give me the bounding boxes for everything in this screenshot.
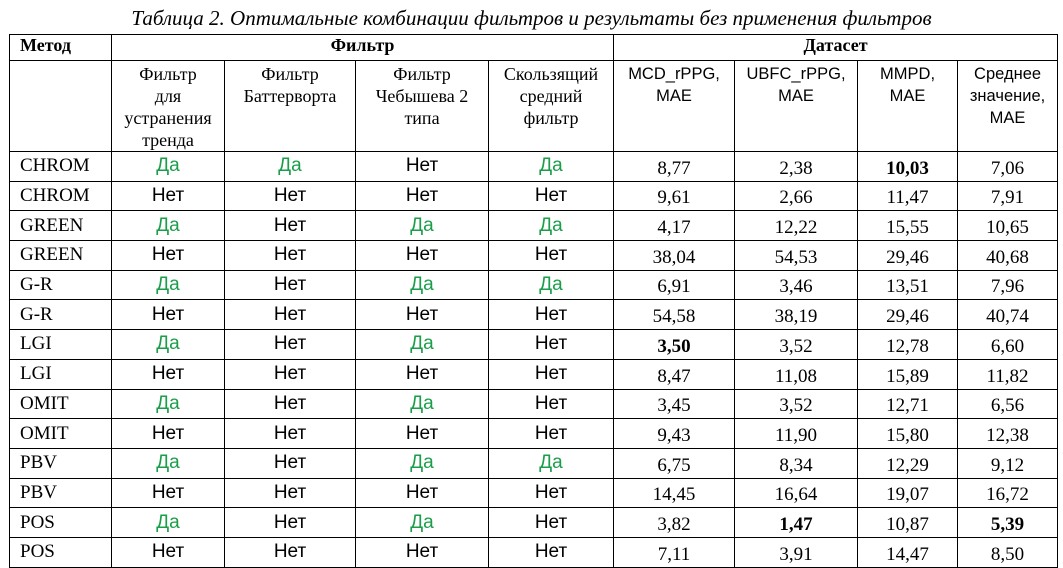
- butterworth-cell: Нет: [225, 270, 356, 300]
- detrend-cell: Да: [112, 152, 225, 182]
- chebyshev-cell: Да: [356, 211, 489, 241]
- subheader-line: Чебышева 2: [375, 86, 469, 106]
- table-caption: Таблица 2. Оптимальные комбинации фильтров и результаты без применения фильтров: [131, 6, 932, 30]
- mcd-rppg-mae-cell: 4,17: [614, 211, 735, 241]
- subheader-line: тренда: [142, 130, 194, 150]
- mcd-rppg-header: [614, 61, 735, 152]
- detrend-cell: Да: [112, 448, 225, 478]
- chebyshev-cell: Да: [356, 508, 489, 538]
- butterworth-cell: Нет: [225, 389, 356, 419]
- method-cell: CHROM: [10, 181, 112, 211]
- detrend-cell: Нет: [112, 300, 225, 330]
- average-mae-cell: 40,68: [958, 241, 1058, 271]
- chebyshev-cell: Да: [356, 448, 489, 478]
- moving-average-cell: Нет: [489, 241, 614, 271]
- detrend-cell: Да: [112, 211, 225, 241]
- detrend-filter-header: [112, 61, 225, 152]
- ubfc-rppg-mae-cell: 1,47: [735, 508, 858, 538]
- butterworth-cell: Нет: [225, 508, 356, 538]
- chebyshev-cell: Нет: [356, 419, 489, 449]
- average-mae-cell: 16,72: [958, 478, 1058, 508]
- butterworth-cell: Нет: [225, 478, 356, 508]
- subheader-line: MAE: [989, 109, 1026, 127]
- subheader-line: Среднее: [974, 65, 1042, 83]
- ubfc-rppg-mae-cell: 11,08: [735, 359, 858, 389]
- average-mae-cell: 7,91: [958, 181, 1058, 211]
- subheader-line: Скользящий: [503, 64, 599, 84]
- butterworth-cell: Нет: [225, 300, 356, 330]
- average-mae-cell: 40,74: [958, 300, 1058, 330]
- subheader-line: средний: [519, 86, 583, 106]
- table-row: [10, 211, 1058, 241]
- dataset-header: Датасет: [614, 35, 1058, 61]
- mmpd-mae-cell: 29,46: [858, 241, 958, 271]
- butterworth-cell: Нет: [225, 241, 356, 271]
- moving-average-cell: Нет: [489, 537, 614, 567]
- average-mae-cell: 12,38: [958, 419, 1058, 449]
- mcd-rppg-mae-cell: 7,11: [614, 537, 735, 567]
- mcd-rppg-mae-cell: 3,45: [614, 389, 735, 419]
- ubfc-rppg-mae-cell: 3,91: [735, 537, 858, 567]
- mcd-rppg-mae-cell: 9,61: [614, 181, 735, 211]
- filter-header: Фильтр: [112, 35, 614, 61]
- moving-average-cell: Нет: [489, 300, 614, 330]
- table-row: [10, 478, 1058, 508]
- method-cell: GREEN: [10, 211, 112, 241]
- detrend-cell: Да: [112, 508, 225, 538]
- average-mae-cell: 5,39: [958, 508, 1058, 538]
- average-mae-cell: 6,56: [958, 389, 1058, 419]
- mcd-rppg-mae-cell: 9,43: [614, 419, 735, 449]
- mmpd-mae-cell: 15,80: [858, 419, 958, 449]
- ubfc-rppg-mae-cell: 3,52: [735, 389, 858, 419]
- chebyshev-cell: Нет: [356, 537, 489, 567]
- method-cell: POS: [10, 508, 112, 538]
- table-body: [10, 152, 1058, 568]
- subheader-line: устранения: [124, 108, 212, 128]
- moving-average-cell: Да: [489, 152, 614, 182]
- average-mae-cell: 9,12: [958, 448, 1058, 478]
- average-mae-cell: 7,96: [958, 270, 1058, 300]
- mmpd-mae-cell: 19,07: [858, 478, 958, 508]
- average-header: [958, 61, 1058, 152]
- butterworth-cell: Нет: [225, 330, 356, 360]
- subheader-line: фильтр: [523, 108, 579, 128]
- subheader-line: Фильтр: [393, 64, 451, 84]
- mmpd-mae-cell: 15,55: [858, 211, 958, 241]
- moving-average-cell: Нет: [489, 508, 614, 538]
- method-cell: G-R: [10, 300, 112, 330]
- mmpd-mae-cell: 12,29: [858, 448, 958, 478]
- mcd-rppg-mae-cell: 8,47: [614, 359, 735, 389]
- mcd-rppg-mae-cell: 14,45: [614, 478, 735, 508]
- method-header: Метод: [10, 35, 112, 61]
- ubfc-rppg-mae-cell: 2,66: [735, 181, 858, 211]
- method-cell: GREEN: [10, 241, 112, 271]
- mmpd-header: [858, 61, 958, 152]
- ubfc-rppg-mae-cell: 2,38: [735, 152, 858, 182]
- ubfc-rppg-mae-cell: 54,53: [735, 241, 858, 271]
- detrend-cell: Да: [112, 270, 225, 300]
- butterworth-cell: Нет: [225, 537, 356, 567]
- chebyshev-cell: Да: [356, 389, 489, 419]
- ubfc-rppg-mae-cell: 3,52: [735, 330, 858, 360]
- subheader-line: MAE: [778, 87, 814, 105]
- subheader-line: MCD_rPPG,: [628, 65, 720, 83]
- mcd-rppg-mae-cell: 8,77: [614, 152, 735, 182]
- chebyshev-cell: Да: [356, 270, 489, 300]
- mmpd-mae-cell: 10,03: [858, 152, 958, 182]
- chebyshev-cell: Нет: [356, 300, 489, 330]
- butterworth-cell: Нет: [225, 419, 356, 449]
- table-row: [10, 359, 1058, 389]
- mcd-rppg-mae-cell: 54,58: [614, 300, 735, 330]
- mcd-rppg-mae-cell: 6,91: [614, 270, 735, 300]
- mcd-rppg-mae-cell: 3,50: [614, 330, 735, 360]
- ubfc-rppg-mae-cell: 12,22: [735, 211, 858, 241]
- subheader-line: Фильтр: [139, 64, 197, 84]
- butterworth-cell: Нет: [225, 211, 356, 241]
- moving-average-cell: Нет: [489, 419, 614, 449]
- butterworth-filter-header: [225, 61, 356, 152]
- method-cell: OMIT: [10, 419, 112, 449]
- chebyshev-cell: Нет: [356, 152, 489, 182]
- table-row: [10, 330, 1058, 360]
- detrend-cell: Нет: [112, 241, 225, 271]
- method-cell: POS: [10, 537, 112, 567]
- subheader-line: типа: [404, 108, 440, 128]
- subheader-line: Баттерворта: [243, 86, 337, 106]
- moving-average-cell: Нет: [489, 478, 614, 508]
- method-cell: OMIT: [10, 389, 112, 419]
- mmpd-mae-cell: 14,47: [858, 537, 958, 567]
- average-mae-cell: 10,65: [958, 211, 1058, 241]
- average-mae-cell: 6,60: [958, 330, 1058, 360]
- detrend-cell: Нет: [112, 359, 225, 389]
- butterworth-cell: Нет: [225, 448, 356, 478]
- detrend-cell: Да: [112, 330, 225, 360]
- moving-average-cell: Да: [489, 270, 614, 300]
- method-cell: PBV: [10, 478, 112, 508]
- ubfc-rppg-mae-cell: 3,46: [735, 270, 858, 300]
- subheader-line: UBFC_rPPG,: [746, 65, 846, 83]
- subheader-line: для: [154, 86, 182, 106]
- detrend-cell: Нет: [112, 419, 225, 449]
- table-row: [10, 270, 1058, 300]
- method-cell: PBV: [10, 448, 112, 478]
- moving-average-cell: Да: [489, 211, 614, 241]
- moving-average-cell: Нет: [489, 359, 614, 389]
- results-table: [9, 34, 1058, 568]
- method-cell: LGI: [10, 330, 112, 360]
- detrend-cell: Нет: [112, 478, 225, 508]
- detrend-cell: Нет: [112, 181, 225, 211]
- method-cell: G-R: [10, 270, 112, 300]
- subheader-line: значение,: [969, 87, 1046, 105]
- moving-average-cell: Нет: [489, 330, 614, 360]
- mmpd-mae-cell: 12,71: [858, 389, 958, 419]
- chebyshev-cell: Нет: [356, 181, 489, 211]
- ubfc-rppg-mae-cell: 38,19: [735, 300, 858, 330]
- table-row: [10, 152, 1058, 182]
- subheader-line: MAE: [889, 87, 926, 105]
- butterworth-cell: Нет: [225, 181, 356, 211]
- mcd-rppg-mae-cell: 38,04: [614, 241, 735, 271]
- chebyshev-filter-header: [356, 61, 489, 152]
- method-cell: LGI: [10, 359, 112, 389]
- detrend-cell: Нет: [112, 537, 225, 567]
- ubfc-rppg-mae-cell: 8,34: [735, 448, 858, 478]
- average-mae-cell: 8,50: [958, 537, 1058, 567]
- mmpd-mae-cell: 15,89: [858, 359, 958, 389]
- table-row: [10, 300, 1058, 330]
- mmpd-mae-cell: 13,51: [858, 270, 958, 300]
- subheader-line: Фильтр: [261, 64, 319, 84]
- ubfc-rppg-mae-cell: 16,64: [735, 478, 858, 508]
- mmpd-mae-cell: 10,87: [858, 508, 958, 538]
- detrend-cell: Да: [112, 389, 225, 419]
- table-row: [10, 419, 1058, 449]
- chebyshev-cell: Нет: [356, 478, 489, 508]
- table-row: [10, 508, 1058, 538]
- moving-average-cell: Нет: [489, 181, 614, 211]
- table-row: [10, 389, 1058, 419]
- mcd-rppg-mae-cell: 3,82: [614, 508, 735, 538]
- table-row: [10, 448, 1058, 478]
- method-cell: CHROM: [10, 152, 112, 182]
- method-subheader-empty: [10, 61, 112, 152]
- mcd-rppg-mae-cell: 6,75: [614, 448, 735, 478]
- ubfc-rppg-mae-cell: 11,90: [735, 419, 858, 449]
- subheader-line: MAE: [656, 87, 692, 105]
- moving-average-cell: Да: [489, 448, 614, 478]
- subheader-line: MMPD,: [880, 65, 936, 83]
- mmpd-mae-cell: 12,78: [858, 330, 958, 360]
- ubfc-rppg-header: [735, 61, 858, 152]
- moving-average-cell: Нет: [489, 389, 614, 419]
- moving-average-filter-header: [489, 61, 614, 152]
- average-mae-cell: 7,06: [958, 152, 1058, 182]
- mmpd-mae-cell: 11,47: [858, 181, 958, 211]
- butterworth-cell: Нет: [225, 359, 356, 389]
- chebyshev-cell: Нет: [356, 241, 489, 271]
- table-row: [10, 241, 1058, 271]
- mmpd-mae-cell: 29,46: [858, 300, 958, 330]
- table-row: [10, 181, 1058, 211]
- butterworth-cell: Да: [225, 152, 356, 182]
- chebyshev-cell: Нет: [356, 359, 489, 389]
- chebyshev-cell: Да: [356, 330, 489, 360]
- average-mae-cell: 11,82: [958, 359, 1058, 389]
